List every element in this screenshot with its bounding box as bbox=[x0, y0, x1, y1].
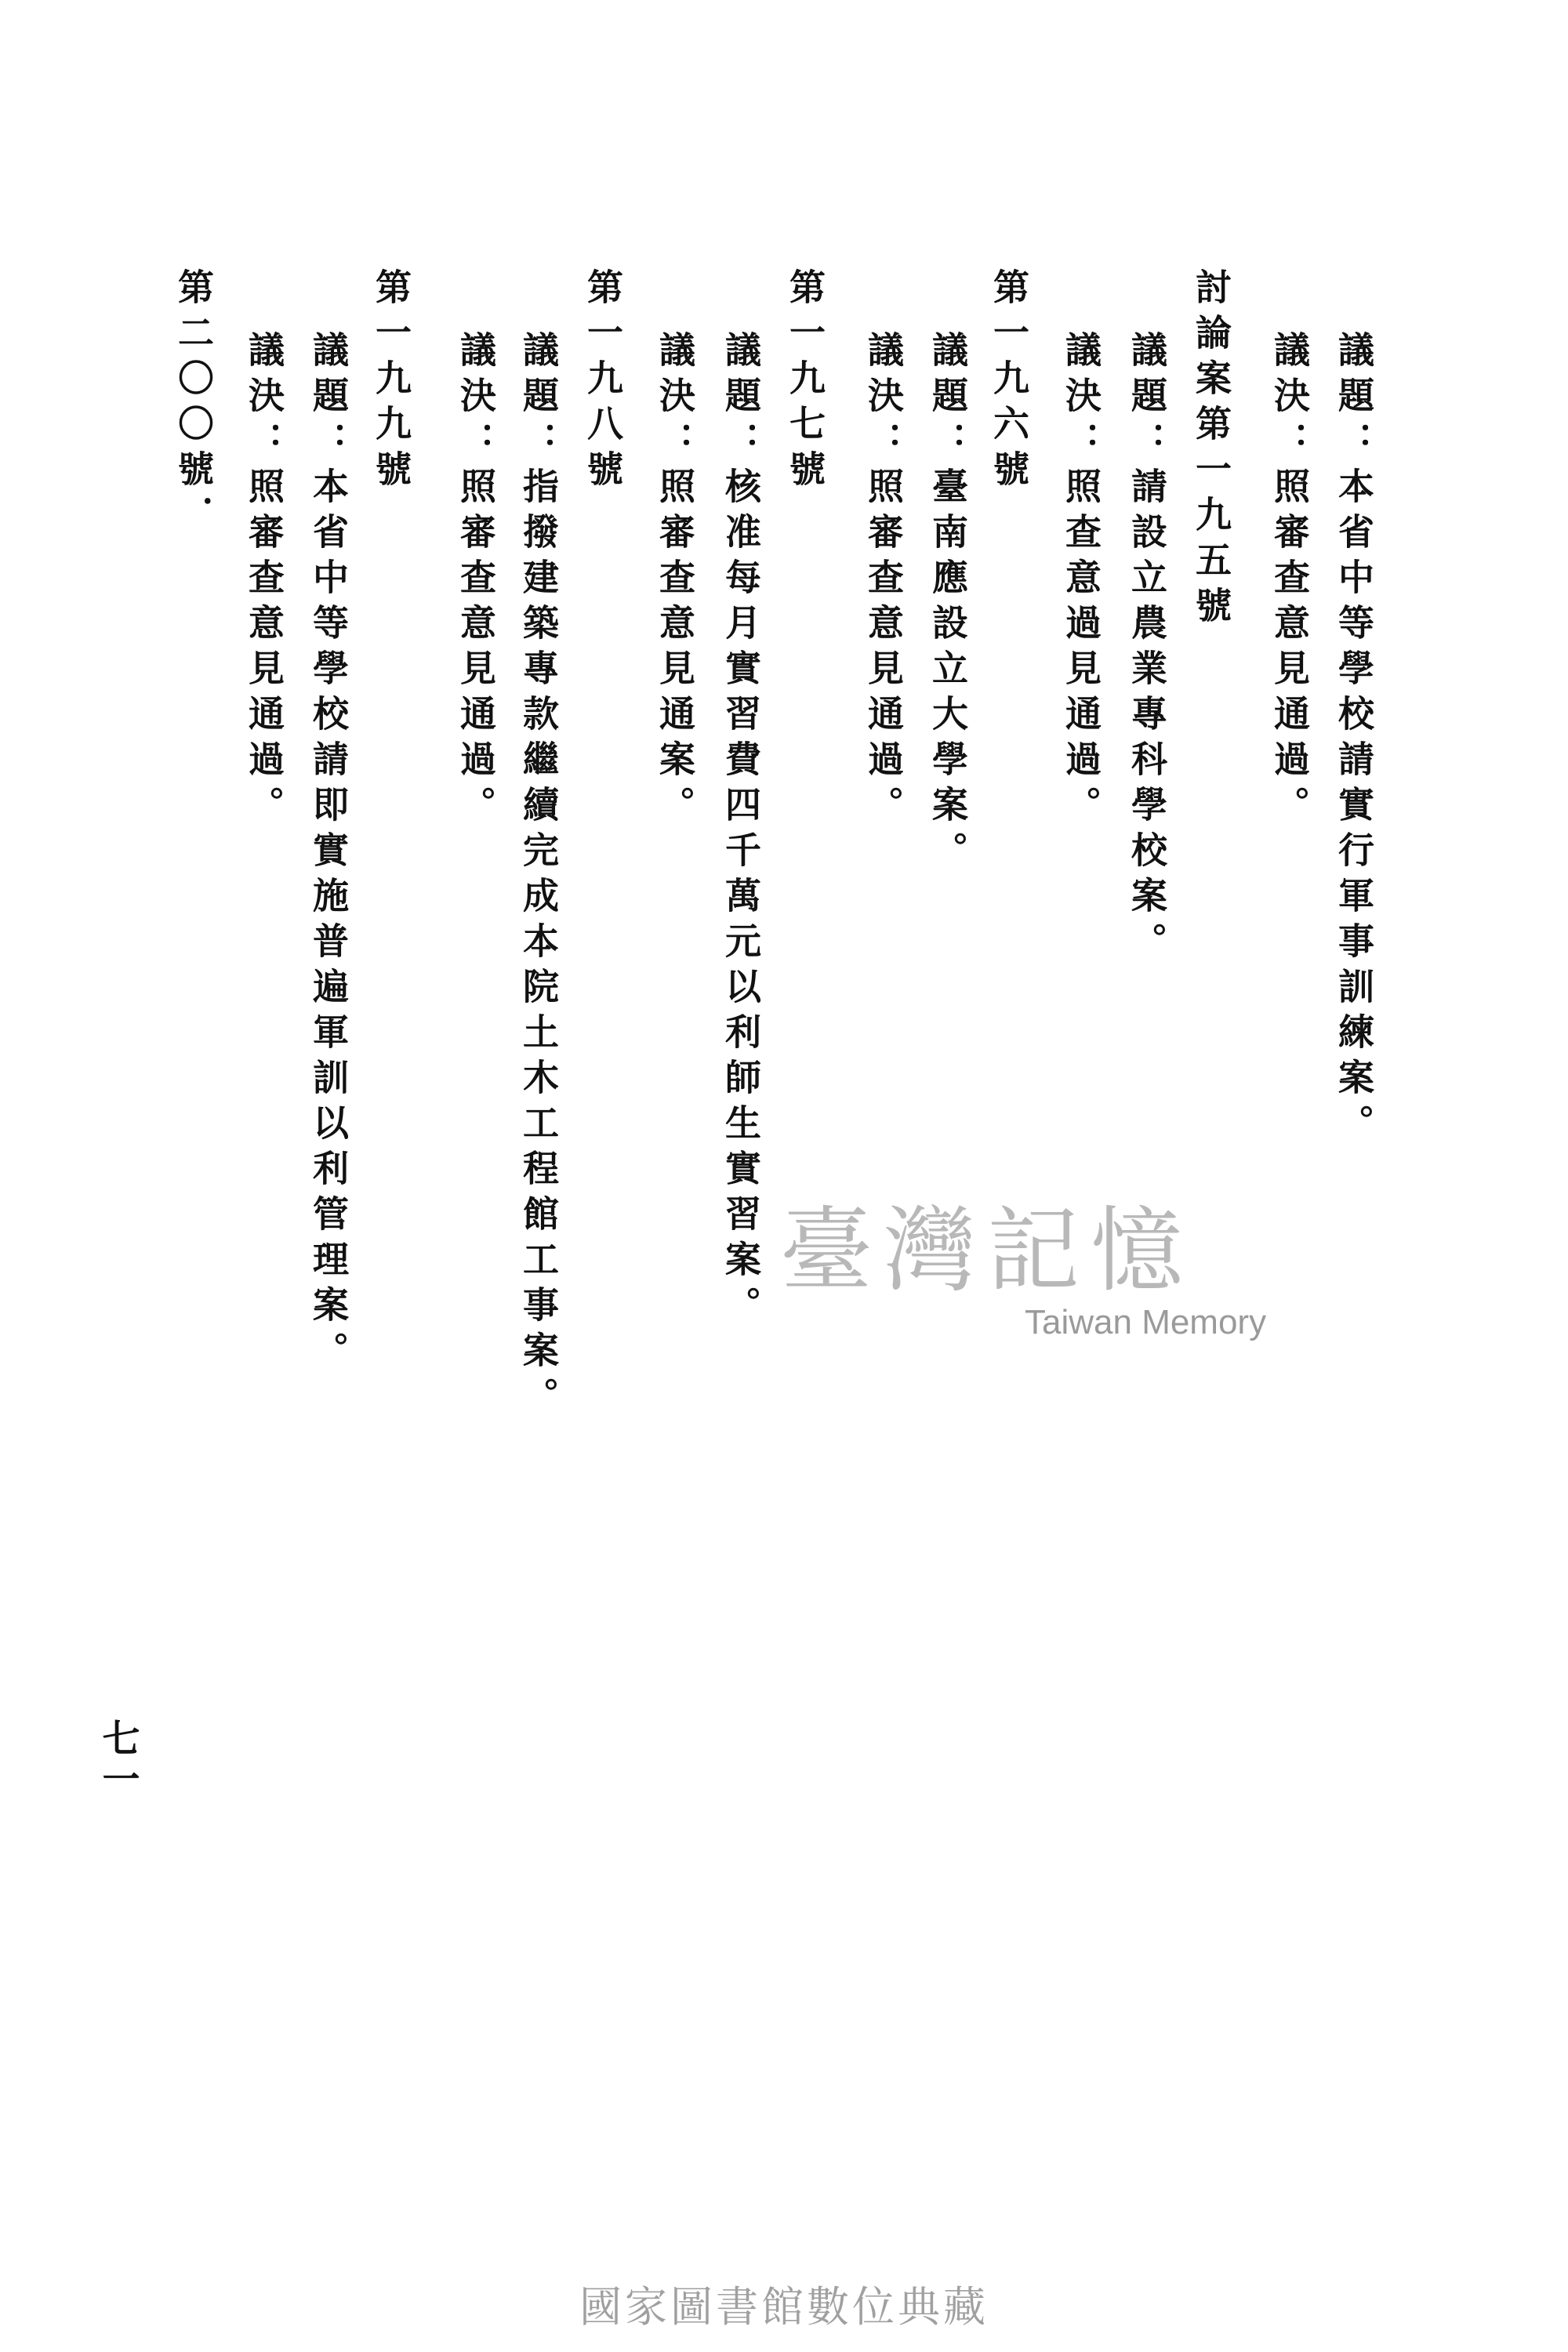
column-9-case-heading: 第一九七號 bbox=[784, 268, 826, 495]
column-4-topic: 議題：請設立農業專科學校案。 bbox=[1126, 331, 1168, 967]
column-12-case-heading: 第一九八號 bbox=[582, 268, 624, 495]
watermark-chinese-text: 臺灣記憶 bbox=[780, 1196, 1195, 1305]
column-10-topic: 議題：核准每月實習費四千萬元以利師生實習案。 bbox=[720, 331, 762, 1331]
column-18-case-heading: 第二〇〇號． bbox=[172, 268, 215, 541]
footer-collection-label: 國家圖書館數位典藏 bbox=[579, 2282, 989, 2332]
column-1-topic: 議題：本省中等學校請實行軍事訓練案。 bbox=[1333, 331, 1375, 1149]
column-11-resolution: 議決：照審查意見通案。 bbox=[654, 331, 696, 831]
column-6-case-heading: 第一九六號 bbox=[988, 268, 1030, 495]
column-15-case-heading: 第一九九號 bbox=[370, 268, 412, 495]
page-number: 七一 bbox=[96, 1719, 140, 1800]
watermark-english-text: Taiwan Memory bbox=[1025, 1303, 1267, 1341]
column-14-resolution: 議決：照審查意見通過。 bbox=[455, 331, 497, 831]
column-17-resolution: 議決：照審查意見通過。 bbox=[243, 331, 285, 831]
column-7-topic: 議題：臺南應設立大學案。 bbox=[927, 331, 969, 877]
column-8-resolution: 議決：照審查意見通過。 bbox=[862, 331, 905, 831]
column-3-case-heading: 討論案第一九五號 bbox=[1190, 268, 1232, 632]
column-5-resolution: 議決：照查意過見通過。 bbox=[1060, 331, 1102, 831]
column-2-resolution: 議決：照審查意見通過。 bbox=[1269, 331, 1311, 831]
column-13-topic: 議題：指撥建築專款繼續完成本院土木工程館工事案。 bbox=[517, 331, 560, 1422]
column-16-topic: 議題：本省中等學校請即實施普遍軍訓以利管理案。 bbox=[307, 331, 350, 1377]
taiwan-memory-watermark bbox=[780, 1176, 1282, 1364]
